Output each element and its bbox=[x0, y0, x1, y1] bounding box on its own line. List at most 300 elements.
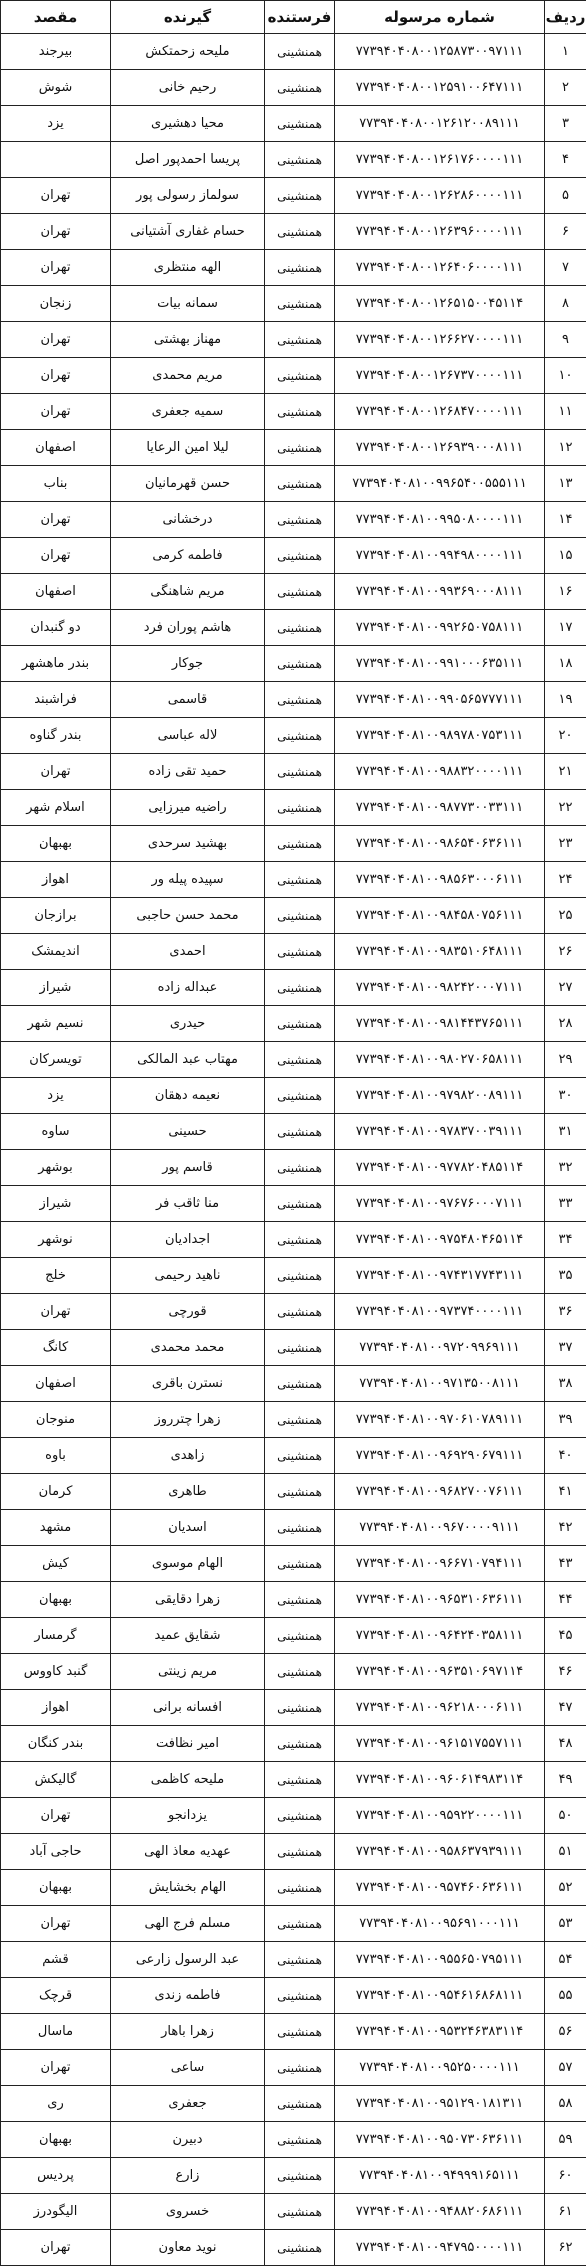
table-row bbox=[1, 34, 586, 70]
table-row bbox=[1, 2158, 586, 2194]
recipient-cell: الهه منتظری bbox=[111, 250, 265, 286]
destination-cell: اسلام شهر bbox=[1, 790, 111, 826]
recipient-cell: حسام غفاری آشتیانی bbox=[111, 214, 265, 250]
header-shipment-number: شماره مرسوله bbox=[335, 1, 545, 34]
shipment-number-cell: ۷۷۳۹۴۰۴۰۸۰۰۱۲۶۲۸۶۰۰۰۰۱۱۱ bbox=[335, 178, 545, 214]
destination-cell: تهران bbox=[1, 754, 111, 790]
recipient-cell: اسدیان bbox=[111, 1510, 265, 1546]
table-row bbox=[1, 2230, 586, 2266]
table-row bbox=[1, 394, 586, 430]
row-number-cell: ۳۲ bbox=[545, 1150, 586, 1186]
recipient-cell: زهرا دقایقی bbox=[111, 1582, 265, 1618]
row-number-cell: ۴۹ bbox=[545, 1762, 586, 1798]
recipient-cell: مریم زینتی bbox=[111, 1654, 265, 1690]
destination-cell: تهران bbox=[1, 1294, 111, 1330]
recipient-cell: هاشم پوران فرد bbox=[111, 610, 265, 646]
table-row bbox=[1, 538, 586, 574]
row-number-cell: ۲۷ bbox=[545, 970, 586, 1006]
row-number-cell: ۵۵ bbox=[545, 1978, 586, 2014]
recipient-cell: سمانه بیات bbox=[111, 286, 265, 322]
sender-cell: همنشینی bbox=[265, 934, 335, 970]
recipient-cell: محیا دهشیری bbox=[111, 106, 265, 142]
sender-cell: همنشینی bbox=[265, 322, 335, 358]
shipment-number-cell: ۷۷۳۹۴۰۴۰۸۱۰۰۹۷۸۳۷۰۰۳۹۱۱۱ bbox=[335, 1114, 545, 1150]
destination-cell: الیگودرز bbox=[1, 2194, 111, 2230]
recipient-cell: فاطمه کرمی bbox=[111, 538, 265, 574]
table-row bbox=[1, 898, 586, 934]
recipient-cell: افسانه برانی bbox=[111, 1690, 265, 1726]
sender-cell: همنشینی bbox=[265, 2194, 335, 2230]
sender-cell: همنشینی bbox=[265, 1294, 335, 1330]
destination-cell: یزد bbox=[1, 1078, 111, 1114]
recipient-cell: زهرا چترروز bbox=[111, 1402, 265, 1438]
shipment-number-cell: ۷۷۳۹۴۰۴۰۸۰۰۱۲۶۱۲۰۰۸۹۱۱۱ bbox=[335, 106, 545, 142]
recipient-cell: ملیحه کاظمی bbox=[111, 1762, 265, 1798]
row-number-cell: ۳۶ bbox=[545, 1294, 586, 1330]
header-recipient: گیرنده bbox=[111, 1, 265, 34]
shipment-number-cell: ۷۷۳۹۴۰۴۰۸۱۰۰۹۶۳۵۱۰۶۹۷۱۱۴ bbox=[335, 1654, 545, 1690]
destination-cell: ساوه bbox=[1, 1114, 111, 1150]
shipment-number-cell: ۷۷۳۹۴۰۴۰۸۱۰۰۹۵۵۶۵۰۷۹۵۱۱۱ bbox=[335, 1942, 545, 1978]
destination-cell: تهران bbox=[1, 394, 111, 430]
sender-cell: همنشینی bbox=[265, 1906, 335, 1942]
sender-cell: همنشینی bbox=[265, 574, 335, 610]
destination-cell: قشم bbox=[1, 1942, 111, 1978]
sender-cell: همنشینی bbox=[265, 250, 335, 286]
sender-cell: همنشینی bbox=[265, 1474, 335, 1510]
table-row bbox=[1, 1942, 586, 1978]
destination-cell: اصفهان bbox=[1, 1366, 111, 1402]
shipment-number-cell: ۷۷۳۹۴۰۴۰۸۰۰۱۲۶۵۱۵۰۰۴۵۱۱۴ bbox=[335, 286, 545, 322]
recipient-cell: سمیه جعفری bbox=[111, 394, 265, 430]
shipment-number-cell: ۷۷۳۹۴۰۴۰۸۱۰۰۹۷۱۳۵۰۰۸۱۱۱ bbox=[335, 1366, 545, 1402]
row-number-cell: ۱۶ bbox=[545, 574, 586, 610]
table-row bbox=[1, 2086, 586, 2122]
sender-cell: همنشینی bbox=[265, 826, 335, 862]
row-number-cell: ۶ bbox=[545, 214, 586, 250]
recipient-cell: راضیه میرزایی bbox=[111, 790, 265, 826]
header-row-number: ردیف bbox=[545, 1, 586, 34]
sender-cell: همنشینی bbox=[265, 1762, 335, 1798]
recipient-cell: احمدی bbox=[111, 934, 265, 970]
row-number-cell: ۱۰ bbox=[545, 358, 586, 394]
recipient-cell: بهشید سرحدی bbox=[111, 826, 265, 862]
header-sender: فرستنده bbox=[265, 1, 335, 34]
sender-cell: همنشینی bbox=[265, 682, 335, 718]
recipient-cell: جعفری bbox=[111, 2086, 265, 2122]
row-number-cell: ۳۷ bbox=[545, 1330, 586, 1366]
sender-cell: همنشینی bbox=[265, 1078, 335, 1114]
shipment-number-cell: ۷۷۳۹۴۰۴۰۸۱۰۰۹۶۰۶۱۴۹۸۳۱۱۴ bbox=[335, 1762, 545, 1798]
shipment-number-cell: ۷۷۳۹۴۰۴۰۸۱۰۰۹۸۶۵۴۰۶۳۶۱۱۱ bbox=[335, 826, 545, 862]
row-number-cell: ۴۱ bbox=[545, 1474, 586, 1510]
destination-cell: اصفهان bbox=[1, 574, 111, 610]
shipment-number-cell: ۷۷۳۹۴۰۴۰۸۱۰۰۹۵۱۲۹۰۱۸۱۳۱۱ bbox=[335, 2086, 545, 2122]
row-number-cell: ۷ bbox=[545, 250, 586, 286]
shipment-number-cell: ۷۷۳۹۴۰۴۰۸۱۰۰۹۷۴۳۱۷۷۴۳۱۱۱ bbox=[335, 1258, 545, 1294]
destination-cell: تویسرکان bbox=[1, 1042, 111, 1078]
table-row bbox=[1, 1258, 586, 1294]
shipment-number-cell: ۷۷۳۹۴۰۴۰۸۱۰۰۹۹۳۶۹۰۰۰۸۱۱۱ bbox=[335, 574, 545, 610]
destination-cell: بناب bbox=[1, 466, 111, 502]
sender-cell: همنشینی bbox=[265, 538, 335, 574]
table-row bbox=[1, 358, 586, 394]
sender-cell: همنشینی bbox=[265, 1654, 335, 1690]
recipient-cell: رحیم خانی bbox=[111, 70, 265, 106]
shipment-number-cell: ۷۷۳۹۴۰۴۰۸۰۰۱۲۵۸۷۳۰۰۹۷۱۱۱ bbox=[335, 34, 545, 70]
row-number-cell: ۱۷ bbox=[545, 610, 586, 646]
sender-cell: همنشینی bbox=[265, 754, 335, 790]
recipient-cell: لاله عباسی bbox=[111, 718, 265, 754]
table-row bbox=[1, 1222, 586, 1258]
table-row bbox=[1, 1294, 586, 1330]
recipient-cell: فاطمه زندی bbox=[111, 1978, 265, 2014]
table-row bbox=[1, 1798, 586, 1834]
sender-cell: همنشینی bbox=[265, 1834, 335, 1870]
shipment-number-cell: ۷۷۳۹۴۰۴۰۸۱۰۰۹۹۰۵۶۵۷۷۷۱۱۱ bbox=[335, 682, 545, 718]
recipient-cell: مهتاب عبد المالکی bbox=[111, 1042, 265, 1078]
row-number-cell: ۴۰ bbox=[545, 1438, 586, 1474]
row-number-cell: ۲ bbox=[545, 70, 586, 106]
row-number-cell: ۶۲ bbox=[545, 2230, 586, 2266]
recipient-cell: مسلم فرج الهی bbox=[111, 1906, 265, 1942]
row-number-cell: ۳۳ bbox=[545, 1186, 586, 1222]
sender-cell: همنشینی bbox=[265, 1186, 335, 1222]
destination-cell: دو گنبدان bbox=[1, 610, 111, 646]
table-row bbox=[1, 1906, 586, 1942]
recipient-cell: حسن قهرمانیان bbox=[111, 466, 265, 502]
destination-cell: اهواز bbox=[1, 1690, 111, 1726]
recipient-cell: نوید معاون bbox=[111, 2230, 265, 2266]
destination-cell: بهبهان bbox=[1, 1582, 111, 1618]
recipient-cell: عبد الرسول زارعی bbox=[111, 1942, 265, 1978]
table-row bbox=[1, 1834, 586, 1870]
table-row bbox=[1, 1690, 586, 1726]
shipment-number-cell: ۷۷۳۹۴۰۴۰۸۱۰۰۹۷۹۸۲۰۰۸۹۱۱۱ bbox=[335, 1078, 545, 1114]
shipment-number-cell: ۷۷۳۹۴۰۴۰۸۱۰۰۹۸۸۳۲۰۰۰۰۱۱۱ bbox=[335, 754, 545, 790]
table-row bbox=[1, 1402, 586, 1438]
sender-cell: همنشینی bbox=[265, 1150, 335, 1186]
table-row bbox=[1, 214, 586, 250]
recipient-cell: عبداله زاده bbox=[111, 970, 265, 1006]
sender-cell: همنشینی bbox=[265, 466, 335, 502]
shipment-number-cell: ۷۷۳۹۴۰۴۰۸۱۰۰۹۵۶۹۱۰۰۰۱۱۱ bbox=[335, 1906, 545, 1942]
row-number-cell: ۳ bbox=[545, 106, 586, 142]
table-row bbox=[1, 1978, 586, 2014]
sender-cell: همنشینی bbox=[265, 790, 335, 826]
shipment-number-cell: ۷۷۳۹۴۰۴۰۸۱۰۰۹۵۸۶۳۷۹۳۹۱۱۱ bbox=[335, 1834, 545, 1870]
row-number-cell: ۵۷ bbox=[545, 2050, 586, 2086]
table-row bbox=[1, 1510, 586, 1546]
row-number-cell: ۵۶ bbox=[545, 2014, 586, 2050]
recipient-cell: شقایق عمید bbox=[111, 1618, 265, 1654]
table-row bbox=[1, 1546, 586, 1582]
destination-cell: تهران bbox=[1, 358, 111, 394]
row-number-cell: ۵۸ bbox=[545, 2086, 586, 2122]
shipment-number-cell: ۷۷۳۹۴۰۴۰۸۱۰۰۹۵۰۷۳۰۶۳۶۱۱۱ bbox=[335, 2122, 545, 2158]
recipient-cell: امیر نظافت bbox=[111, 1726, 265, 1762]
table-row bbox=[1, 178, 586, 214]
sender-cell: همنشینی bbox=[265, 1222, 335, 1258]
row-number-cell: ۱۹ bbox=[545, 682, 586, 718]
table-row bbox=[1, 1150, 586, 1186]
row-number-cell: ۱۲ bbox=[545, 430, 586, 466]
row-number-cell: ۴۷ bbox=[545, 1690, 586, 1726]
sender-cell: همنشینی bbox=[265, 1870, 335, 1906]
shipment-number-cell: ۷۷۳۹۴۰۴۰۸۱۰۰۹۹۶۵۴۰۰۵۵۵۱۱۱ bbox=[335, 466, 545, 502]
destination-cell: تهران bbox=[1, 214, 111, 250]
sender-cell: همنشینی bbox=[265, 1546, 335, 1582]
recipient-cell: زهرا باهار bbox=[111, 2014, 265, 2050]
row-number-cell: ۳۵ bbox=[545, 1258, 586, 1294]
row-number-cell: ۱۳ bbox=[545, 466, 586, 502]
table-row bbox=[1, 754, 586, 790]
destination-cell: باوه bbox=[1, 1438, 111, 1474]
table-row bbox=[1, 286, 586, 322]
row-number-cell: ۱۴ bbox=[545, 502, 586, 538]
shipment-number-cell: ۷۷۳۹۴۰۴۰۸۰۰۱۲۶۹۳۹۰۰۰۸۱۱۱ bbox=[335, 430, 545, 466]
row-number-cell: ۵۳ bbox=[545, 1906, 586, 1942]
table-row bbox=[1, 502, 586, 538]
recipient-cell: ملیحه زحمتکش bbox=[111, 34, 265, 70]
shipment-number-cell: ۷۷۳۹۴۰۴۰۸۱۰۰۹۶۵۳۱۰۶۳۶۱۱۱ bbox=[335, 1582, 545, 1618]
sender-cell: همنشینی bbox=[265, 718, 335, 754]
sender-cell: همنشینی bbox=[265, 70, 335, 106]
recipient-cell: حسینی bbox=[111, 1114, 265, 1150]
destination-cell: قرچک bbox=[1, 1978, 111, 2014]
shipment-number-cell: ۷۷۳۹۴۰۴۰۸۱۰۰۹۷۲۰۹۹۶۹۱۱۱ bbox=[335, 1330, 545, 1366]
table-row bbox=[1, 466, 586, 502]
table-row bbox=[1, 70, 586, 106]
row-number-cell: ۶۰ bbox=[545, 2158, 586, 2194]
destination-cell: بهبهان bbox=[1, 1870, 111, 1906]
sender-cell: همنشینی bbox=[265, 1942, 335, 1978]
sender-cell: همنشینی bbox=[265, 1690, 335, 1726]
table-row bbox=[1, 862, 586, 898]
recipient-cell: طاهری bbox=[111, 1474, 265, 1510]
recipient-cell: جوکار bbox=[111, 646, 265, 682]
destination-cell: یزد bbox=[1, 106, 111, 142]
destination-cell: شیراز bbox=[1, 1186, 111, 1222]
destination-cell: اهواز bbox=[1, 862, 111, 898]
sender-cell: همنشینی bbox=[265, 1042, 335, 1078]
sender-cell: همنشینی bbox=[265, 178, 335, 214]
shipment-number-cell: ۷۷۳۹۴۰۴۰۸۱۰۰۹۵۷۴۶۰۶۳۶۱۱۱ bbox=[335, 1870, 545, 1906]
header-destination: مقصد bbox=[1, 1, 111, 34]
destination-cell: تهران bbox=[1, 250, 111, 286]
sender-cell: همنشینی bbox=[265, 286, 335, 322]
sender-cell: همنشینی bbox=[265, 898, 335, 934]
destination-cell: منوجان bbox=[1, 1402, 111, 1438]
destination-cell: تهران bbox=[1, 502, 111, 538]
sender-cell: همنشینی bbox=[265, 430, 335, 466]
shipment-number-cell: ۷۷۳۹۴۰۴۰۸۱۰۰۹۶۷۰۰۰۰۹۱۱۱ bbox=[335, 1510, 545, 1546]
shipment-number-cell: ۷۷۳۹۴۰۴۰۸۱۰۰۹۹۴۹۸۰۰۰۰۱۱۱ bbox=[335, 538, 545, 574]
shipment-number-cell: ۷۷۳۹۴۰۴۰۸۱۰۰۹۹۱۰۰۰۶۳۵۱۱۱ bbox=[335, 646, 545, 682]
destination-cell: خلج bbox=[1, 1258, 111, 1294]
destination-cell: ری bbox=[1, 2086, 111, 2122]
table-row bbox=[1, 1114, 586, 1150]
sender-cell: همنشینی bbox=[265, 2014, 335, 2050]
sender-cell: همنشینی bbox=[265, 502, 335, 538]
destination-cell: برازجان bbox=[1, 898, 111, 934]
recipient-cell: ناهید رحیمی bbox=[111, 1258, 265, 1294]
sender-cell: همنشینی bbox=[265, 1726, 335, 1762]
destination-cell: بوشهر bbox=[1, 1150, 111, 1186]
sender-cell: همنشینی bbox=[265, 862, 335, 898]
table-row bbox=[1, 1618, 586, 1654]
shipment-number-cell: ۷۷۳۹۴۰۴۰۸۱۰۰۹۵۴۶۱۶۸۶۸۱۱۱ bbox=[335, 1978, 545, 2014]
recipient-cell: الهام بخشایش bbox=[111, 1870, 265, 1906]
row-number-cell: ۲۴ bbox=[545, 862, 586, 898]
sender-cell: همنشینی bbox=[265, 106, 335, 142]
row-number-cell: ۱ bbox=[545, 34, 586, 70]
destination-cell: نوشهر bbox=[1, 1222, 111, 1258]
row-number-cell: ۵۹ bbox=[545, 2122, 586, 2158]
recipient-cell: مریم شاهنگی bbox=[111, 574, 265, 610]
recipient-cell: خسروی bbox=[111, 2194, 265, 2230]
recipient-cell: زارع bbox=[111, 2158, 265, 2194]
row-number-cell: ۵۰ bbox=[545, 1798, 586, 1834]
recipient-cell: عهدیه معاذ الهی bbox=[111, 1834, 265, 1870]
table-row bbox=[1, 646, 586, 682]
shipment-number-cell: ۷۷۳۹۴۰۴۰۸۱۰۰۹۴۸۸۲۰۶۸۶۱۱۱ bbox=[335, 2194, 545, 2230]
sender-cell: همنشینی bbox=[265, 394, 335, 430]
shipment-number-cell: ۷۷۳۹۴۰۴۰۸۱۰۰۹۶۶۷۱۰۷۹۴۱۱۱ bbox=[335, 1546, 545, 1582]
table-row bbox=[1, 2122, 586, 2158]
shipment-number-cell: ۷۷۳۹۴۰۴۰۸۱۰۰۹۸۹۷۸۰۷۵۳۱۱۱ bbox=[335, 718, 545, 754]
shipment-number-cell: ۷۷۳۹۴۰۴۰۸۱۰۰۹۹۲۶۵۰۷۵۸۱۱۱ bbox=[335, 610, 545, 646]
recipient-cell: حمید تقی زاده bbox=[111, 754, 265, 790]
sender-cell: همنشینی bbox=[265, 610, 335, 646]
shipment-number-cell: ۷۷۳۹۴۰۴۰۸۰۰۱۲۶۷۳۷۰۰۰۰۱۱۱ bbox=[335, 358, 545, 394]
table-row bbox=[1, 2014, 586, 2050]
sender-cell: همنشینی bbox=[265, 1330, 335, 1366]
row-number-cell: ۱۱ bbox=[545, 394, 586, 430]
row-number-cell: ۵۴ bbox=[545, 1942, 586, 1978]
sender-cell: همنشینی bbox=[265, 2086, 335, 2122]
destination-cell: بندر ماهشهر bbox=[1, 646, 111, 682]
destination-cell: اصفهان bbox=[1, 430, 111, 466]
shipment-number-cell: ۷۷۳۹۴۰۴۰۸۱۰۰۹۸۴۵۸۰۷۵۶۱۱۱ bbox=[335, 898, 545, 934]
table-body bbox=[1, 34, 586, 2266]
destination-cell: تهران bbox=[1, 1798, 111, 1834]
row-number-cell: ۲۰ bbox=[545, 718, 586, 754]
recipient-cell: سپیده پیله ور bbox=[111, 862, 265, 898]
shipment-number-cell: ۷۷۳۹۴۰۴۰۸۱۰۰۹۶۹۲۹۰۶۷۹۱۱۱ bbox=[335, 1438, 545, 1474]
table-row bbox=[1, 1042, 586, 1078]
destination-cell: تهران bbox=[1, 1906, 111, 1942]
shipment-number-cell: ۷۷۳۹۴۰۴۰۸۱۰۰۹۵۹۲۲۰۰۰۰۱۱۱ bbox=[335, 1798, 545, 1834]
table-row bbox=[1, 970, 586, 1006]
table-row bbox=[1, 250, 586, 286]
row-number-cell: ۵ bbox=[545, 178, 586, 214]
row-number-cell: ۳۱ bbox=[545, 1114, 586, 1150]
row-number-cell: ۲۳ bbox=[545, 826, 586, 862]
shipment-number-cell: ۷۷۳۹۴۰۴۰۸۱۰۰۹۴۷۹۵۰۰۰۰۱۱۱ bbox=[335, 2230, 545, 2266]
destination-cell: اندیمشک bbox=[1, 934, 111, 970]
sender-cell: همنشینی bbox=[265, 2230, 335, 2266]
recipient-cell: الهام موسوی bbox=[111, 1546, 265, 1582]
sender-cell: همنشینی bbox=[265, 1510, 335, 1546]
table-row bbox=[1, 574, 586, 610]
recipient-cell: محمد محمدی bbox=[111, 1330, 265, 1366]
table-row bbox=[1, 682, 586, 718]
recipient-cell: ساعی bbox=[111, 2050, 265, 2086]
row-number-cell: ۱۸ bbox=[545, 646, 586, 682]
recipient-cell: مهناز بهشتی bbox=[111, 322, 265, 358]
destination-cell: حاجی آباد bbox=[1, 1834, 111, 1870]
recipient-cell: قورچی bbox=[111, 1294, 265, 1330]
row-number-cell: ۵۱ bbox=[545, 1834, 586, 1870]
sender-cell: همنشینی bbox=[265, 1978, 335, 2014]
recipient-cell: قاسم پور bbox=[111, 1150, 265, 1186]
sender-cell: همنشینی bbox=[265, 2158, 335, 2194]
recipient-cell: نعیمه دهقان bbox=[111, 1078, 265, 1114]
recipient-cell: حیدری bbox=[111, 1006, 265, 1042]
sender-cell: همنشینی bbox=[265, 1114, 335, 1150]
table-row bbox=[1, 106, 586, 142]
recipient-cell: درخشانی bbox=[111, 502, 265, 538]
row-number-cell: ۴۶ bbox=[545, 1654, 586, 1690]
table-row bbox=[1, 1006, 586, 1042]
destination-cell: شوش bbox=[1, 70, 111, 106]
row-number-cell: ۲۵ bbox=[545, 898, 586, 934]
destination-cell: بیرجند bbox=[1, 34, 111, 70]
row-number-cell: ۱۵ bbox=[545, 538, 586, 574]
shipment-number-cell: ۷۷۳۹۴۰۴۰۸۱۰۰۹۶۴۲۴۰۳۵۸۱۱۱ bbox=[335, 1618, 545, 1654]
row-number-cell: ۳۹ bbox=[545, 1402, 586, 1438]
sender-cell: همنشینی bbox=[265, 1582, 335, 1618]
destination-cell: ماسال bbox=[1, 2014, 111, 2050]
shipment-number-cell: ۷۷۳۹۴۰۴۰۸۱۰۰۹۹۵۰۸۰۰۰۰۱۱۱ bbox=[335, 502, 545, 538]
row-number-cell: ۳۰ bbox=[545, 1078, 586, 1114]
recipient-cell: لیلا امین الرعایا bbox=[111, 430, 265, 466]
shipment-number-cell: ۷۷۳۹۴۰۴۰۸۰۰۱۲۶۱۷۶۰۰۰۰۱۱۱ bbox=[335, 142, 545, 178]
table-row bbox=[1, 1726, 586, 1762]
destination-cell: فراشبند bbox=[1, 682, 111, 718]
destination-cell: تهران bbox=[1, 322, 111, 358]
row-number-cell: ۴ bbox=[545, 142, 586, 178]
destination-cell: زنجان bbox=[1, 286, 111, 322]
shipment-number-cell: ۷۷۳۹۴۰۴۰۸۱۰۰۹۵۲۵۰۰۰۰۱۱۱ bbox=[335, 2050, 545, 2086]
table-row bbox=[1, 1474, 586, 1510]
shipment-number-cell: ۷۷۳۹۴۰۴۰۸۱۰۰۹۵۳۲۴۶۳۸۳۱۱۴ bbox=[335, 2014, 545, 2050]
destination-cell: کانگ bbox=[1, 1330, 111, 1366]
table-row bbox=[1, 934, 586, 970]
sender-cell: همنشینی bbox=[265, 1618, 335, 1654]
destination-cell: تهران bbox=[1, 538, 111, 574]
table-row bbox=[1, 1186, 586, 1222]
sender-cell: همنشینی bbox=[265, 34, 335, 70]
table-row bbox=[1, 718, 586, 754]
shipment-number-cell: ۷۷۳۹۴۰۴۰۸۱۰۰۹۸۲۴۲۰۰۰۷۱۱۱ bbox=[335, 970, 545, 1006]
shipment-number-cell: ۷۷۳۹۴۰۴۰۸۱۰۰۹۸۰۲۷۰۶۵۸۱۱۱ bbox=[335, 1042, 545, 1078]
row-number-cell: ۲۶ bbox=[545, 934, 586, 970]
table-row bbox=[1, 790, 586, 826]
shipment-number-cell: ۷۷۳۹۴۰۴۰۸۱۰۰۹۷۰۶۱۰۷۸۹۱۱۱ bbox=[335, 1402, 545, 1438]
shipment-number-cell: ۷۷۳۹۴۰۴۰۸۱۰۰۹۷۳۷۴۰۰۰۰۱۱۱ bbox=[335, 1294, 545, 1330]
table-row bbox=[1, 610, 586, 646]
sender-cell: همنشینی bbox=[265, 646, 335, 682]
row-number-cell: ۴۸ bbox=[545, 1726, 586, 1762]
recipient-cell: قاسمی bbox=[111, 682, 265, 718]
sender-cell: همنشینی bbox=[265, 214, 335, 250]
table-row bbox=[1, 142, 586, 178]
row-number-cell: ۵۲ bbox=[545, 1870, 586, 1906]
shipment-number-cell: ۷۷۳۹۴۰۴۰۸۱۰۰۹۶۱۵۱۷۵۵۷۱۱۱ bbox=[335, 1726, 545, 1762]
row-number-cell: ۲۲ bbox=[545, 790, 586, 826]
